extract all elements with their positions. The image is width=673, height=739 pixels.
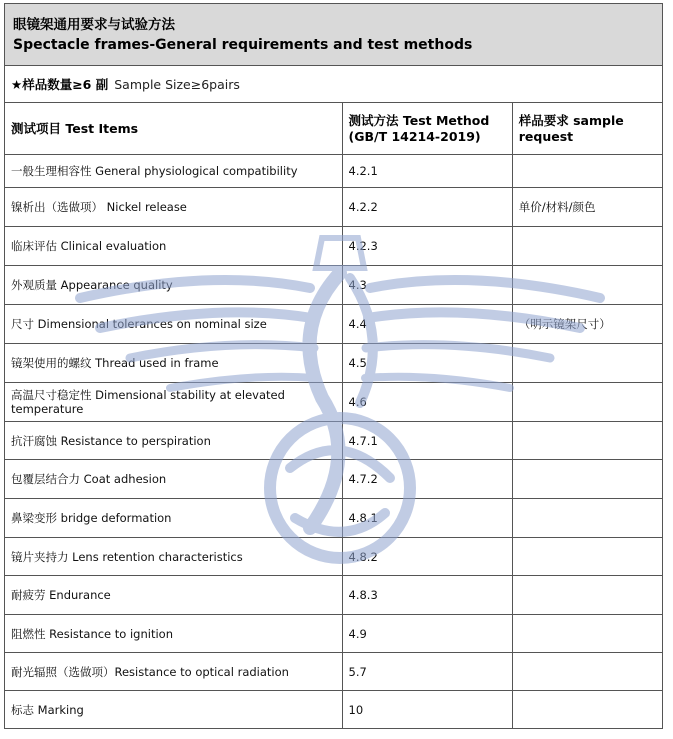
column-header-method-line1: 测试方法 Test Method <box>348 112 490 128</box>
test-method-cell: 4.8.1 <box>342 499 512 538</box>
sample-size-english: Sample Size≥6pairs <box>114 77 240 92</box>
sample-request-cell <box>512 691 662 729</box>
table-row <box>5 227 663 266</box>
test-method-cell: 4.7.2 <box>342 460 512 499</box>
test-item-cell: 一般生理相容性 General physiological compatibility <box>5 155 343 188</box>
test-item-cell: 外观质量 Appearance quality <box>5 266 343 305</box>
test-item-cell: 耐疲劳 Endurance <box>5 576 343 615</box>
test-item-cell: 镜片夹持力 Lens retention characteristics <box>5 538 343 576</box>
sample-request-cell <box>512 422 662 460</box>
table-row <box>5 499 663 538</box>
table-row <box>5 422 663 460</box>
test-method-cell: 4.4 <box>342 305 512 344</box>
column-header-request-line2: request <box>518 128 574 144</box>
column-header-test-method <box>342 103 512 155</box>
column-header-sample-request <box>512 103 662 155</box>
table-row <box>5 576 663 615</box>
test-item-cell: 鼻梁变形 bridge deformation <box>5 499 343 538</box>
test-item-cell: 临床评估 Clinical evaluation <box>5 227 343 266</box>
test-method-cell: 4.8.3 <box>342 576 512 615</box>
table-row <box>5 615 663 653</box>
title-english: Spectacle frames-General requirements and test methods <box>13 36 473 53</box>
title-chinese: 眼镜架通用要求与试验方法 <box>13 16 175 33</box>
table-row <box>5 266 663 305</box>
test-method-cell: 4.7.1 <box>342 422 512 460</box>
table-row <box>5 155 663 188</box>
test-item-cell: 尺寸 Dimensional tolerances on nominal size <box>5 305 343 344</box>
test-item-cell: 镜架使用的螺纹 Thread used in frame <box>5 344 343 383</box>
sample-request-cell: （明示镜架尺寸） <box>512 305 662 344</box>
sample-request-cell <box>512 383 662 422</box>
test-item-cell: 高温尺寸稳定性 Dimensional stability at elevated temperature <box>5 383 343 422</box>
test-item-cell: 阻燃性 Resistance to ignition <box>5 615 343 653</box>
sample-request-cell <box>512 344 662 383</box>
test-item-cell: 抗汗腐蚀 Resistance to perspiration <box>5 422 343 460</box>
spec-sheet <box>4 3 663 729</box>
column-header-test-items: 测试项目 Test Items <box>5 103 343 155</box>
test-method-cell: 4.9 <box>342 615 512 653</box>
table-row <box>5 305 663 344</box>
title-cell <box>5 4 663 66</box>
sample-size-row <box>5 66 663 103</box>
table-row <box>5 460 663 499</box>
test-item-cell: 包覆层结合力 Coat adhesion <box>5 460 343 499</box>
table-row <box>5 691 663 729</box>
title-row <box>5 4 663 66</box>
table-row <box>5 344 663 383</box>
test-method-cell: 4.3 <box>342 266 512 305</box>
sample-size-chinese: ★样品数量≥6 副 <box>11 77 109 92</box>
test-method-cell: 4.6 <box>342 383 512 422</box>
sample-request-cell: 单价/材料/颜色 <box>512 188 662 227</box>
sample-size-cell <box>5 66 663 103</box>
table-row <box>5 383 663 422</box>
sample-request-cell <box>512 460 662 499</box>
sample-request-cell <box>512 538 662 576</box>
column-header-method-line2: (GB/T 14214-2019) <box>348 128 481 144</box>
table-row <box>5 653 663 691</box>
sample-request-cell <box>512 615 662 653</box>
test-item-cell: 标志 Marking <box>5 691 343 729</box>
requirements-table <box>4 3 663 729</box>
sample-request-cell <box>512 576 662 615</box>
sample-request-cell <box>512 155 662 188</box>
test-method-cell: 5.7 <box>342 653 512 691</box>
test-method-cell: 4.2.2 <box>342 188 512 227</box>
test-method-cell: 4.8.2 <box>342 538 512 576</box>
sample-request-cell <box>512 653 662 691</box>
test-item-cell: 耐光辐照（选做项）Resistance to optical radiation <box>5 653 343 691</box>
table-row <box>5 538 663 576</box>
test-method-cell: 4.2.1 <box>342 155 512 188</box>
column-header-row <box>5 103 663 155</box>
test-method-cell: 10 <box>342 691 512 729</box>
test-method-cell: 4.5 <box>342 344 512 383</box>
sample-request-cell <box>512 266 662 305</box>
test-method-cell: 4.2.3 <box>342 227 512 266</box>
sample-request-cell <box>512 499 662 538</box>
sample-request-cell <box>512 227 662 266</box>
column-header-request-line1: 样品要求 sample <box>518 112 624 128</box>
table-row <box>5 188 663 227</box>
test-item-cell: 镍析出（选做项） Nickel release <box>5 188 343 227</box>
